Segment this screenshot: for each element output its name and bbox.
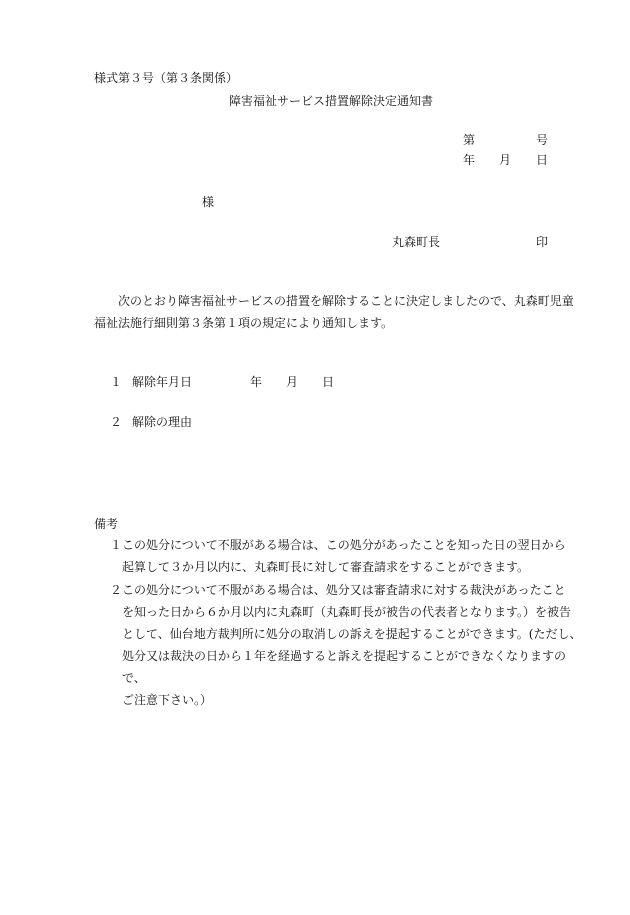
notes-heading: 備考: [94, 517, 119, 531]
item-date-month: 月: [286, 375, 299, 389]
body-line: 次のとおり障害福祉サービスの措置を解除することに決定しましたので、丸森町児童: [118, 294, 574, 308]
note-line: この処分について不服がある場合は、この処分があったことを知った日の翌日から: [122, 538, 566, 552]
body-paragraph: [94, 290, 584, 334]
doc-number-prefix: 第: [463, 133, 476, 147]
note-line: 処分又は裁決の日から１年を経過すると訴えを提起することができなくなりますので、: [122, 649, 567, 685]
item-number: １: [110, 375, 123, 389]
item-label-reason: 解除の理由: [132, 415, 193, 429]
note-line: 起算して３か月以内に、丸森町長に対して審査請求をすることができます。: [122, 560, 530, 574]
note-line: ご注意下さい。）: [122, 693, 213, 707]
body-line: 福祉法施行細則第３条第１項の規定により通知します。: [94, 316, 394, 330]
date-day: 日: [536, 153, 549, 167]
doc-number-suffix: 号: [536, 133, 549, 147]
note-number: ２: [110, 583, 123, 597]
item-date-year: 年: [250, 375, 263, 389]
notes-list: [94, 534, 584, 712]
item-label-cancel-date: 解除年月日: [132, 375, 193, 389]
issuer: 丸森町長: [392, 235, 441, 249]
note-item: [94, 534, 584, 578]
document-title: 障害福祉サービス措置解除決定通知書: [229, 94, 434, 108]
date-year: 年: [463, 153, 476, 167]
note-item: [94, 579, 584, 711]
item-number: ２: [110, 415, 123, 429]
note-line: この処分について不服がある場合は、処分又は審査請求に対する裁決があったこと: [122, 583, 566, 597]
seal-mark: 印: [536, 235, 549, 249]
note-line: として、仙台地方裁判所に処分の取消しの訴えを提起することができます。(ただし、: [122, 627, 582, 641]
note-number: １: [110, 538, 123, 552]
note-line: を知った日から６か月以内に丸森町（丸森町長が被告の代表者となります。）を被告: [122, 605, 572, 619]
recipient-suffix: 様: [202, 195, 215, 209]
form-label: 様式第３号（第３条関係）: [94, 71, 239, 85]
date-month: 月: [499, 153, 512, 167]
item-date-day: 日: [322, 375, 335, 389]
